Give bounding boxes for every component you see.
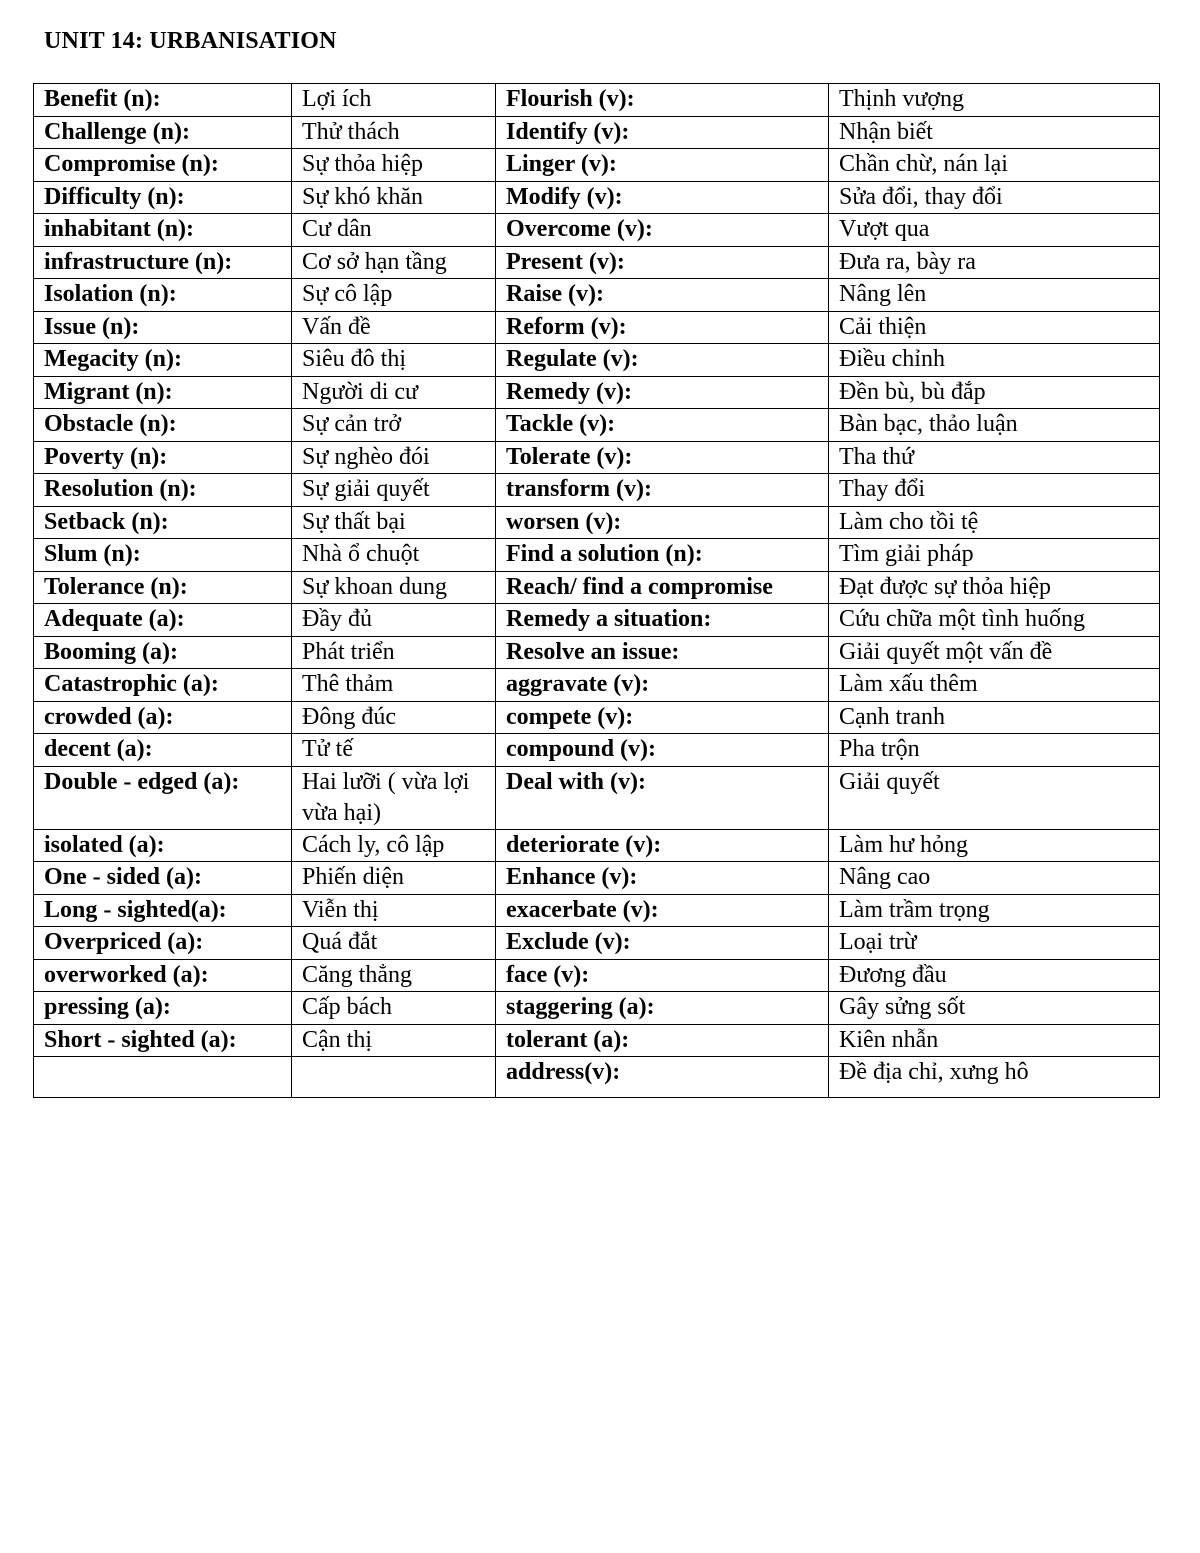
- english-term-cell: Obstacle (n):: [34, 409, 292, 442]
- table-row: [34, 409, 1160, 442]
- english-term-cell: Challenge (n):: [34, 116, 292, 149]
- english-term-cell: Present (v):: [496, 246, 829, 279]
- vietnamese-meaning-cell: Vấn đề: [292, 311, 496, 344]
- table-row: [34, 474, 1160, 507]
- vietnamese-meaning-cell: Thịnh vượng: [829, 84, 1160, 117]
- english-term-cell: Reach/ find a compromise: [496, 571, 829, 604]
- vietnamese-meaning-cell: Sự cô lập: [292, 279, 496, 312]
- english-term-cell: compete (v):: [496, 701, 829, 734]
- vietnamese-meaning-cell: Viễn thị: [292, 894, 496, 927]
- english-term-cell: Exclude (v):: [496, 927, 829, 960]
- table-row: [34, 604, 1160, 637]
- table-row: [34, 669, 1160, 702]
- english-term-cell: Find a solution (n):: [496, 539, 829, 572]
- vietnamese-meaning-cell: Sự cản trở: [292, 409, 496, 442]
- english-term-cell: Adequate (a):: [34, 604, 292, 637]
- english-term-cell: crowded (a):: [34, 701, 292, 734]
- vietnamese-meaning-cell: Sự thỏa hiệp: [292, 149, 496, 182]
- english-term-cell: aggravate (v):: [496, 669, 829, 702]
- vietnamese-meaning-cell: Sự khoan dung: [292, 571, 496, 604]
- english-term-cell: infrastructure (n):: [34, 246, 292, 279]
- english-term-cell: Isolation (n):: [34, 279, 292, 312]
- table-row: [34, 506, 1160, 539]
- english-term-cell: exacerbate (v):: [496, 894, 829, 927]
- vietnamese-meaning-cell: Sự nghèo đói: [292, 441, 496, 474]
- english-term-cell: isolated (a):: [34, 829, 292, 862]
- english-term-cell: pressing (a):: [34, 992, 292, 1025]
- table-row: [34, 894, 1160, 927]
- english-term-cell: Short - sighted (a):: [34, 1024, 292, 1057]
- vietnamese-meaning-cell: Đền bù, bù đắp: [829, 376, 1160, 409]
- vietnamese-meaning-cell: Thử thách: [292, 116, 496, 149]
- english-term-cell: overworked (a):: [34, 959, 292, 992]
- page-title: UNIT 14: URBANISATION: [44, 28, 337, 54]
- vietnamese-meaning-cell: Chần chừ, nán lại: [829, 149, 1160, 182]
- table-row: [34, 992, 1160, 1025]
- table-row: [34, 829, 1160, 862]
- vietnamese-meaning-cell: Đề địa chỉ, xưng hô: [829, 1057, 1160, 1098]
- table-row: [34, 539, 1160, 572]
- vietnamese-meaning-cell: Sự khó khăn: [292, 181, 496, 214]
- english-term-cell: compound (v):: [496, 734, 829, 767]
- vietnamese-meaning-cell: Loại trừ: [829, 927, 1160, 960]
- vietnamese-meaning-cell: Cứu chữa một tình huống: [829, 604, 1160, 637]
- vietnamese-meaning-cell: Lợi ích: [292, 84, 496, 117]
- vietnamese-meaning-cell: Cơ sở hạn tầng: [292, 246, 496, 279]
- english-term-cell: Compromise (n):: [34, 149, 292, 182]
- english-term-cell: Overcome (v):: [496, 214, 829, 247]
- table-row: [34, 246, 1160, 279]
- vietnamese-meaning-cell: Đầy đủ: [292, 604, 496, 637]
- vietnamese-meaning-cell: Bàn bạc, thảo luận: [829, 409, 1160, 442]
- english-term-cell: transform (v):: [496, 474, 829, 507]
- vietnamese-meaning-cell: Cận thị: [292, 1024, 496, 1057]
- vietnamese-meaning-cell: Quá đắt: [292, 927, 496, 960]
- table-row: [34, 181, 1160, 214]
- english-term-cell: One - sided (a):: [34, 862, 292, 895]
- table-row: [34, 862, 1160, 895]
- english-term-cell: tolerant (a):: [496, 1024, 829, 1057]
- table-row: [34, 149, 1160, 182]
- vietnamese-meaning-cell: Tử tế: [292, 734, 496, 767]
- vietnamese-meaning-cell: Siêu đô thị: [292, 344, 496, 377]
- vietnamese-meaning-cell: Làm trầm trọng: [829, 894, 1160, 927]
- english-term-cell: decent (a):: [34, 734, 292, 767]
- english-term-cell: Benefit (n):: [34, 84, 292, 117]
- vietnamese-meaning-cell: Sự thất bại: [292, 506, 496, 539]
- english-term-cell: Poverty (n):: [34, 441, 292, 474]
- english-term-cell: address(v):: [496, 1057, 829, 1098]
- english-term-cell: Remedy (v):: [496, 376, 829, 409]
- vietnamese-meaning-cell: Kiên nhẫn: [829, 1024, 1160, 1057]
- table-row: [34, 959, 1160, 992]
- vietnamese-meaning-cell: Đưa ra, bày ra: [829, 246, 1160, 279]
- vocabulary-table-body: [34, 84, 1160, 1098]
- english-term-cell: Long - sighted(a):: [34, 894, 292, 927]
- vietnamese-meaning-cell: Hai lưỡi ( vừa lợi vừa hại): [292, 766, 496, 829]
- table-row: [34, 636, 1160, 669]
- vietnamese-meaning-cell: Điều chỉnh: [829, 344, 1160, 377]
- table-row: [34, 116, 1160, 149]
- english-term-cell: Identify (v):: [496, 116, 829, 149]
- english-term-cell: Tolerate (v):: [496, 441, 829, 474]
- vietnamese-meaning-cell: Vượt qua: [829, 214, 1160, 247]
- english-term-cell: Difficulty (n):: [34, 181, 292, 214]
- vocabulary-table: [33, 83, 1160, 1098]
- table-row: [34, 441, 1160, 474]
- table-row: [34, 571, 1160, 604]
- english-term-cell: Setback (n):: [34, 506, 292, 539]
- english-term-cell: Raise (v):: [496, 279, 829, 312]
- english-term-cell: Double - edged (a):: [34, 766, 292, 829]
- table-row: [34, 214, 1160, 247]
- vietnamese-meaning-cell: Gây sửng sốt: [829, 992, 1160, 1025]
- vietnamese-meaning-cell: Người di cư: [292, 376, 496, 409]
- english-term-cell: Remedy a situation:: [496, 604, 829, 637]
- table-row: [34, 701, 1160, 734]
- vietnamese-meaning-cell: Thay đổi: [829, 474, 1160, 507]
- vietnamese-meaning-cell: Pha trộn: [829, 734, 1160, 767]
- vietnamese-meaning-cell: [292, 1057, 496, 1098]
- table-row: [34, 376, 1160, 409]
- table-row: [34, 344, 1160, 377]
- vietnamese-meaning-cell: Làm hư hỏng: [829, 829, 1160, 862]
- english-term-cell: Enhance (v):: [496, 862, 829, 895]
- english-term-cell: staggering (a):: [496, 992, 829, 1025]
- table-row: [34, 927, 1160, 960]
- english-term-cell: Resolve an issue:: [496, 636, 829, 669]
- table-row: [34, 311, 1160, 344]
- vietnamese-meaning-cell: Nâng cao: [829, 862, 1160, 895]
- vietnamese-meaning-cell: Cạnh tranh: [829, 701, 1160, 734]
- vietnamese-meaning-cell: Làm cho tồi tệ: [829, 506, 1160, 539]
- english-term-cell: worsen (v):: [496, 506, 829, 539]
- english-term-cell: Tolerance (n):: [34, 571, 292, 604]
- english-term-cell: Catastrophic (a):: [34, 669, 292, 702]
- table-row: [34, 1057, 1160, 1098]
- english-term-cell: Resolution (n):: [34, 474, 292, 507]
- vietnamese-meaning-cell: Đạt được sự thỏa hiệp: [829, 571, 1160, 604]
- english-term-cell: inhabitant (n):: [34, 214, 292, 247]
- vietnamese-meaning-cell: Phát triển: [292, 636, 496, 669]
- english-term-cell: deteriorate (v):: [496, 829, 829, 862]
- english-term-cell: Overpriced (a):: [34, 927, 292, 960]
- vietnamese-meaning-cell: Cải thiện: [829, 311, 1160, 344]
- english-term-cell: Deal with (v):: [496, 766, 829, 829]
- vietnamese-meaning-cell: Đương đầu: [829, 959, 1160, 992]
- vietnamese-meaning-cell: Đông đúc: [292, 701, 496, 734]
- vietnamese-meaning-cell: Làm xấu thêm: [829, 669, 1160, 702]
- vietnamese-meaning-cell: Tìm giải pháp: [829, 539, 1160, 572]
- vietnamese-meaning-cell: Tha thứ: [829, 441, 1160, 474]
- vietnamese-meaning-cell: Căng thẳng: [292, 959, 496, 992]
- table-row: [34, 279, 1160, 312]
- english-term-cell: Booming (a):: [34, 636, 292, 669]
- english-term-cell: Flourish (v):: [496, 84, 829, 117]
- vietnamese-meaning-cell: Nhận biết: [829, 116, 1160, 149]
- table-row: [34, 766, 1160, 829]
- english-term-cell: Megacity (n):: [34, 344, 292, 377]
- english-term-cell: [34, 1057, 292, 1098]
- english-term-cell: Linger (v):: [496, 149, 829, 182]
- vietnamese-meaning-cell: Nhà ổ chuột: [292, 539, 496, 572]
- vietnamese-meaning-cell: Sửa đổi, thay đổi: [829, 181, 1160, 214]
- vietnamese-meaning-cell: Phiến diện: [292, 862, 496, 895]
- table-row: [34, 1024, 1160, 1057]
- table-row: [34, 734, 1160, 767]
- english-term-cell: Modify (v):: [496, 181, 829, 214]
- english-term-cell: face (v):: [496, 959, 829, 992]
- vietnamese-meaning-cell: Cách ly, cô lập: [292, 829, 496, 862]
- vietnamese-meaning-cell: Cư dân: [292, 214, 496, 247]
- vietnamese-meaning-cell: Thê thảm: [292, 669, 496, 702]
- english-term-cell: Regulate (v):: [496, 344, 829, 377]
- english-term-cell: Slum (n):: [34, 539, 292, 572]
- table-row: [34, 84, 1160, 117]
- english-term-cell: Migrant (n):: [34, 376, 292, 409]
- vietnamese-meaning-cell: Giải quyết: [829, 766, 1160, 829]
- english-term-cell: Reform (v):: [496, 311, 829, 344]
- vietnamese-meaning-cell: Nâng lên: [829, 279, 1160, 312]
- vietnamese-meaning-cell: Cấp bách: [292, 992, 496, 1025]
- english-term-cell: Issue (n):: [34, 311, 292, 344]
- vietnamese-meaning-cell: Giải quyết một vấn đề: [829, 636, 1160, 669]
- vietnamese-meaning-cell: Sự giải quyết: [292, 474, 496, 507]
- english-term-cell: Tackle (v):: [496, 409, 829, 442]
